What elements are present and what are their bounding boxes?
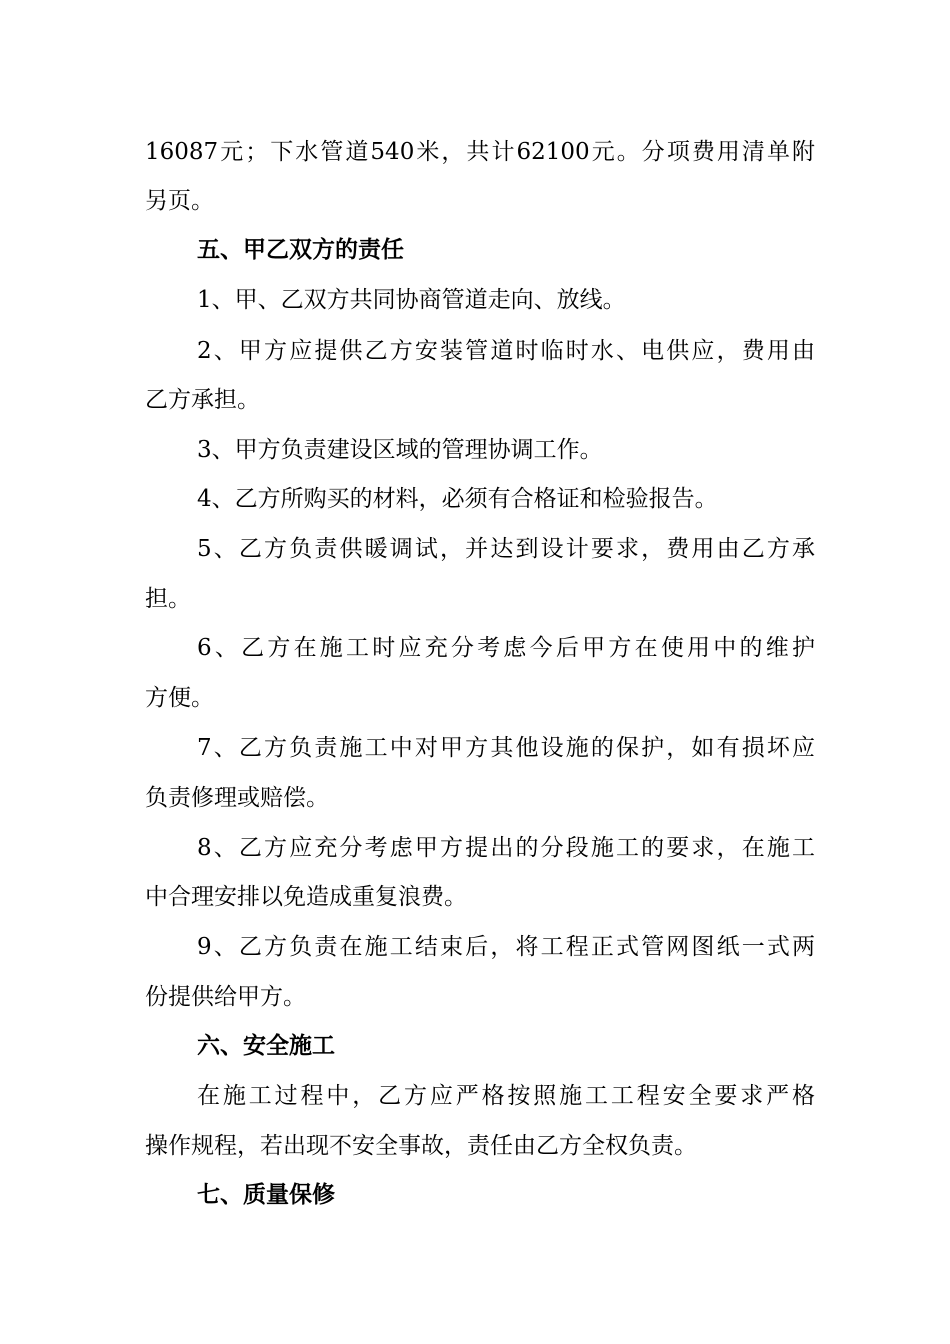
clause-2-line-1: 2、甲方应提供乙方安装管道时临时水、电供应，费用由: [197, 338, 815, 364]
clause-3: 3、甲方负责建设区域的管理协调工作。: [197, 437, 603, 463]
section-6-heading: 六、安全施工: [197, 1033, 335, 1059]
clause-4: 4、乙方所购买的材料，必须有合格证和检验报告。: [197, 486, 718, 512]
continued-paragraph-line-2: 另页。: [145, 188, 214, 214]
section-6-paragraph-line-1: 在施工过程中，乙方应严格按照施工工程安全要求严格: [197, 1083, 815, 1109]
clause-7-line-2: 负责修理或赔偿。: [145, 785, 329, 811]
clause-6-line-2: 方便。: [145, 685, 214, 711]
section-7-heading: 七、质量保修: [197, 1182, 335, 1208]
clause-9-line-2: 份提供给甲方。: [145, 984, 306, 1010]
clause-2-line-2: 乙方承担。: [145, 387, 260, 413]
clause-8-line-2: 中合理安排以免造成重复浪费。: [145, 884, 467, 910]
clause-7-line-1: 7、乙方负责施工中对甲方其他设施的保护，如有损坏应: [197, 735, 815, 761]
clause-9-line-1: 9、乙方负责在施工结束后，将工程正式管网图纸一式两: [197, 934, 815, 960]
continued-paragraph-line-1: 16087元；下水管道540米，共计62100元。分项费用清单附: [145, 139, 815, 165]
clause-5-line-2: 担。: [145, 586, 191, 612]
clause-8-line-1: 8、乙方应充分考虑甲方提出的分段施工的要求，在施工: [197, 835, 815, 861]
section-6-paragraph-line-2: 操作规程，若出现不安全事故，责任由乙方全权负责。: [145, 1133, 697, 1159]
clause-6-line-1: 6、乙方在施工时应充分考虑今后甲方在使用中的维护: [197, 635, 815, 661]
clause-1: 1、甲、乙双方共同协商管道走向、放线。: [197, 287, 626, 313]
section-5-heading: 五、甲乙双方的责任: [197, 237, 404, 263]
clause-5-line-1: 5、乙方负责供暖调试，并达到设计要求，费用由乙方承: [197, 536, 815, 562]
